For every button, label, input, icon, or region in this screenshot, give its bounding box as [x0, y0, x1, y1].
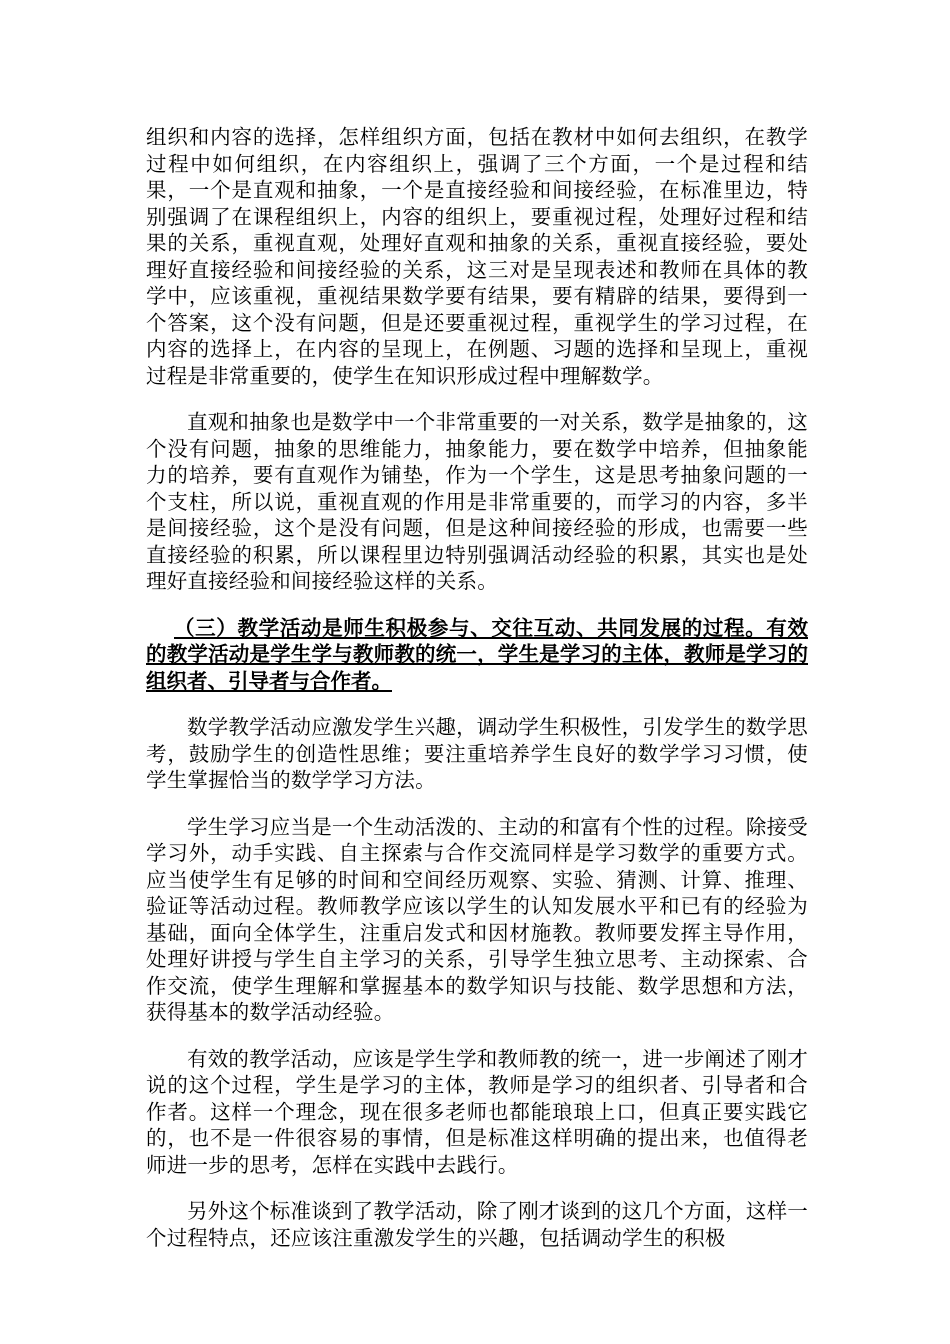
paragraph-student-learning-process: 学生学习应当是一个生动活泼的、主动的和富有个性的过程。除接受学习外，动手实践、自主探索与合作交流同样是学习数学的重要方式。应当使学生有足够的时间和空间经历观察、实验、猜测、计算、推理、验证等活动过程。教师教学应该以学生的认知发展水平和已有的经验为基础，面向全体学生，注重启发式和因材施教。教师要发挥主导作用，处理好讲授与学生自主学习的关系，引导学生独立思考、主动探索、合作交流，使学生理解和掌握基本的数学知识与技能、数学思想和方法，获得基本的数学活动经验。 — [146, 814, 808, 1024]
section-heading-teaching-activity: （三）教学活动是师生积极参与、交往互动、共同发展的过程。有效的教学活动是学生学与教师教的统一，学生是学习的主体，教师是学习的组织者、引导者与合作者。 — [146, 615, 808, 693]
paragraph-stimulate-interest: 数学教学活动应激发学生兴趣，调动学生积极性，引发学生的数学思考，鼓励学生的创造性思维；要注重培养学生良好的数学学习习惯，使学生掌握恰当的数学学习方法。 — [146, 715, 808, 792]
paragraph-standard-teaching-activity: 另外这个标准谈到了教学活动，除了刚才谈到的这几个方面，这样一个过程特点，还应该注重激发学生的兴趣，包括调动学生的积极 — [146, 1199, 808, 1250]
document-body — [146, 124, 808, 1271]
paragraph-content-organization: 组织和内容的选择，怎样组织方面，包括在教材中如何去组织，在教学过程中如何组织，在内容组织上，强调了三个方面，一个是过程和结果，一个是直观和抽象，一个是直接经验和间接经验，在标准里边，特别强调了在课程组织上，内容的组织上，要重视过程，处理好过程和结果的关系，重视直观，处理好直观和抽象的关系，重视直接经验，要处理好直接经验和间接经验的关系，这三对是呈现表述和教师在具体的教学中，应该重视，重视结果数学要有结果，要有精辟的结果，要得到一个答案，这个没有问题，但是还要重视过程，重视学生的学习过程，在内容的选择上，在内容的呈现上，在例题、习题的选择和呈现上，重视过程是非常重要的，使学生在知识形成过程中理解数学。 — [146, 125, 808, 388]
paragraph-effective-teaching: 有效的教学活动，应该是学生学和教师教的统一，进一步阐述了刚才说的这个过程，学生是学习的主体，教师是学习的组织者、引导者和合作者。这样一个理念，现在很多老师也都能琅琅上口，但真正要实践它的，也不是一件很容易的事情，但是标准这样明确的提出来，也值得老师进一步的思考，怎样在实践中去践行。 — [146, 1046, 808, 1177]
paragraph-intuition-abstraction: 直观和抽象也是数学中一个非常重要的一对关系，数学是抽象的，这个没有问题，抽象的思维能力，抽象能力，要在数学中培养，但抽象能力的培养，要有直观作为铺垫，作为一个学生，这是思考抽象问题的一个支柱，所以说，重视直观的作用是非常重要的，而学习的内容，多半是间接经验，这个是没有问题，但是这种间接经验的形成，也需要一些直接经验的积累，所以课程里边特别强调活动经验的积累，其实也是处理好直接经验和间接经验这样的关系。 — [146, 410, 808, 593]
